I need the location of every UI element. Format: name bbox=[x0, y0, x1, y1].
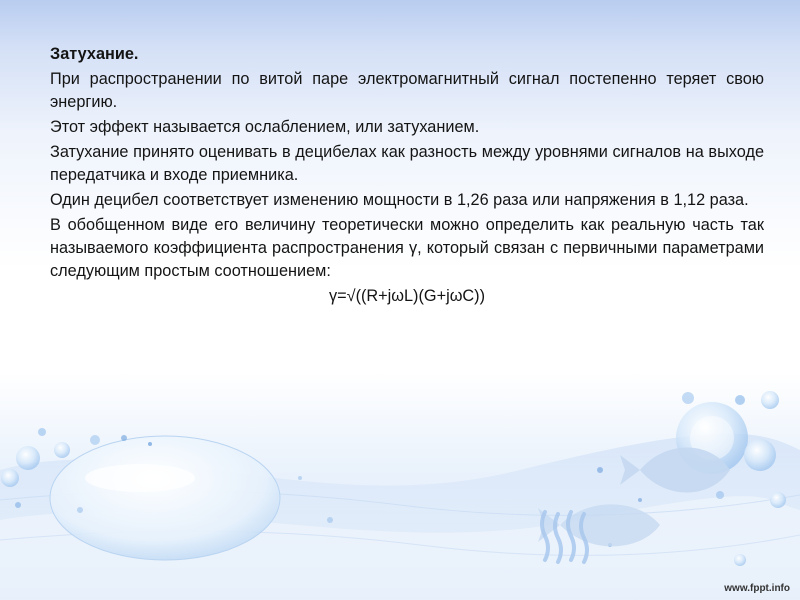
paragraph-decibel-measure: Затухание принято оценивать в децибелах как разность между уровнями сигналов на выходе передатчика и входе приемника. bbox=[50, 143, 764, 184]
slide-title: Затухание. bbox=[50, 45, 139, 63]
paragraph-signal-loss: При распространении по витой паре электромагнитный сигнал постепенно теряет свою энергию. bbox=[50, 70, 764, 111]
paragraph-propagation-coefficient: В обобщенном виде его величину теоретически можно определить как реальную часть так называемого коэффициента распространения γ, который связан с первичными параметрами следующим простым соотношением: bbox=[50, 216, 764, 280]
watermark-link[interactable]: www.fppt.info bbox=[724, 583, 790, 594]
slide-text-body bbox=[50, 43, 764, 310]
paragraph-decibel-ratio: Один децибел соответствует изменению мощности в 1,26 раза или напряжения в 1,12 раза. bbox=[50, 191, 749, 209]
paragraph-attenuation-definition: Этот эффект называется ослаблением, или затуханием. bbox=[50, 118, 480, 136]
propagation-formula: γ=√((R+jωL)(G+jωC)) bbox=[328, 287, 486, 305]
large-bubble-icon bbox=[50, 436, 280, 560]
